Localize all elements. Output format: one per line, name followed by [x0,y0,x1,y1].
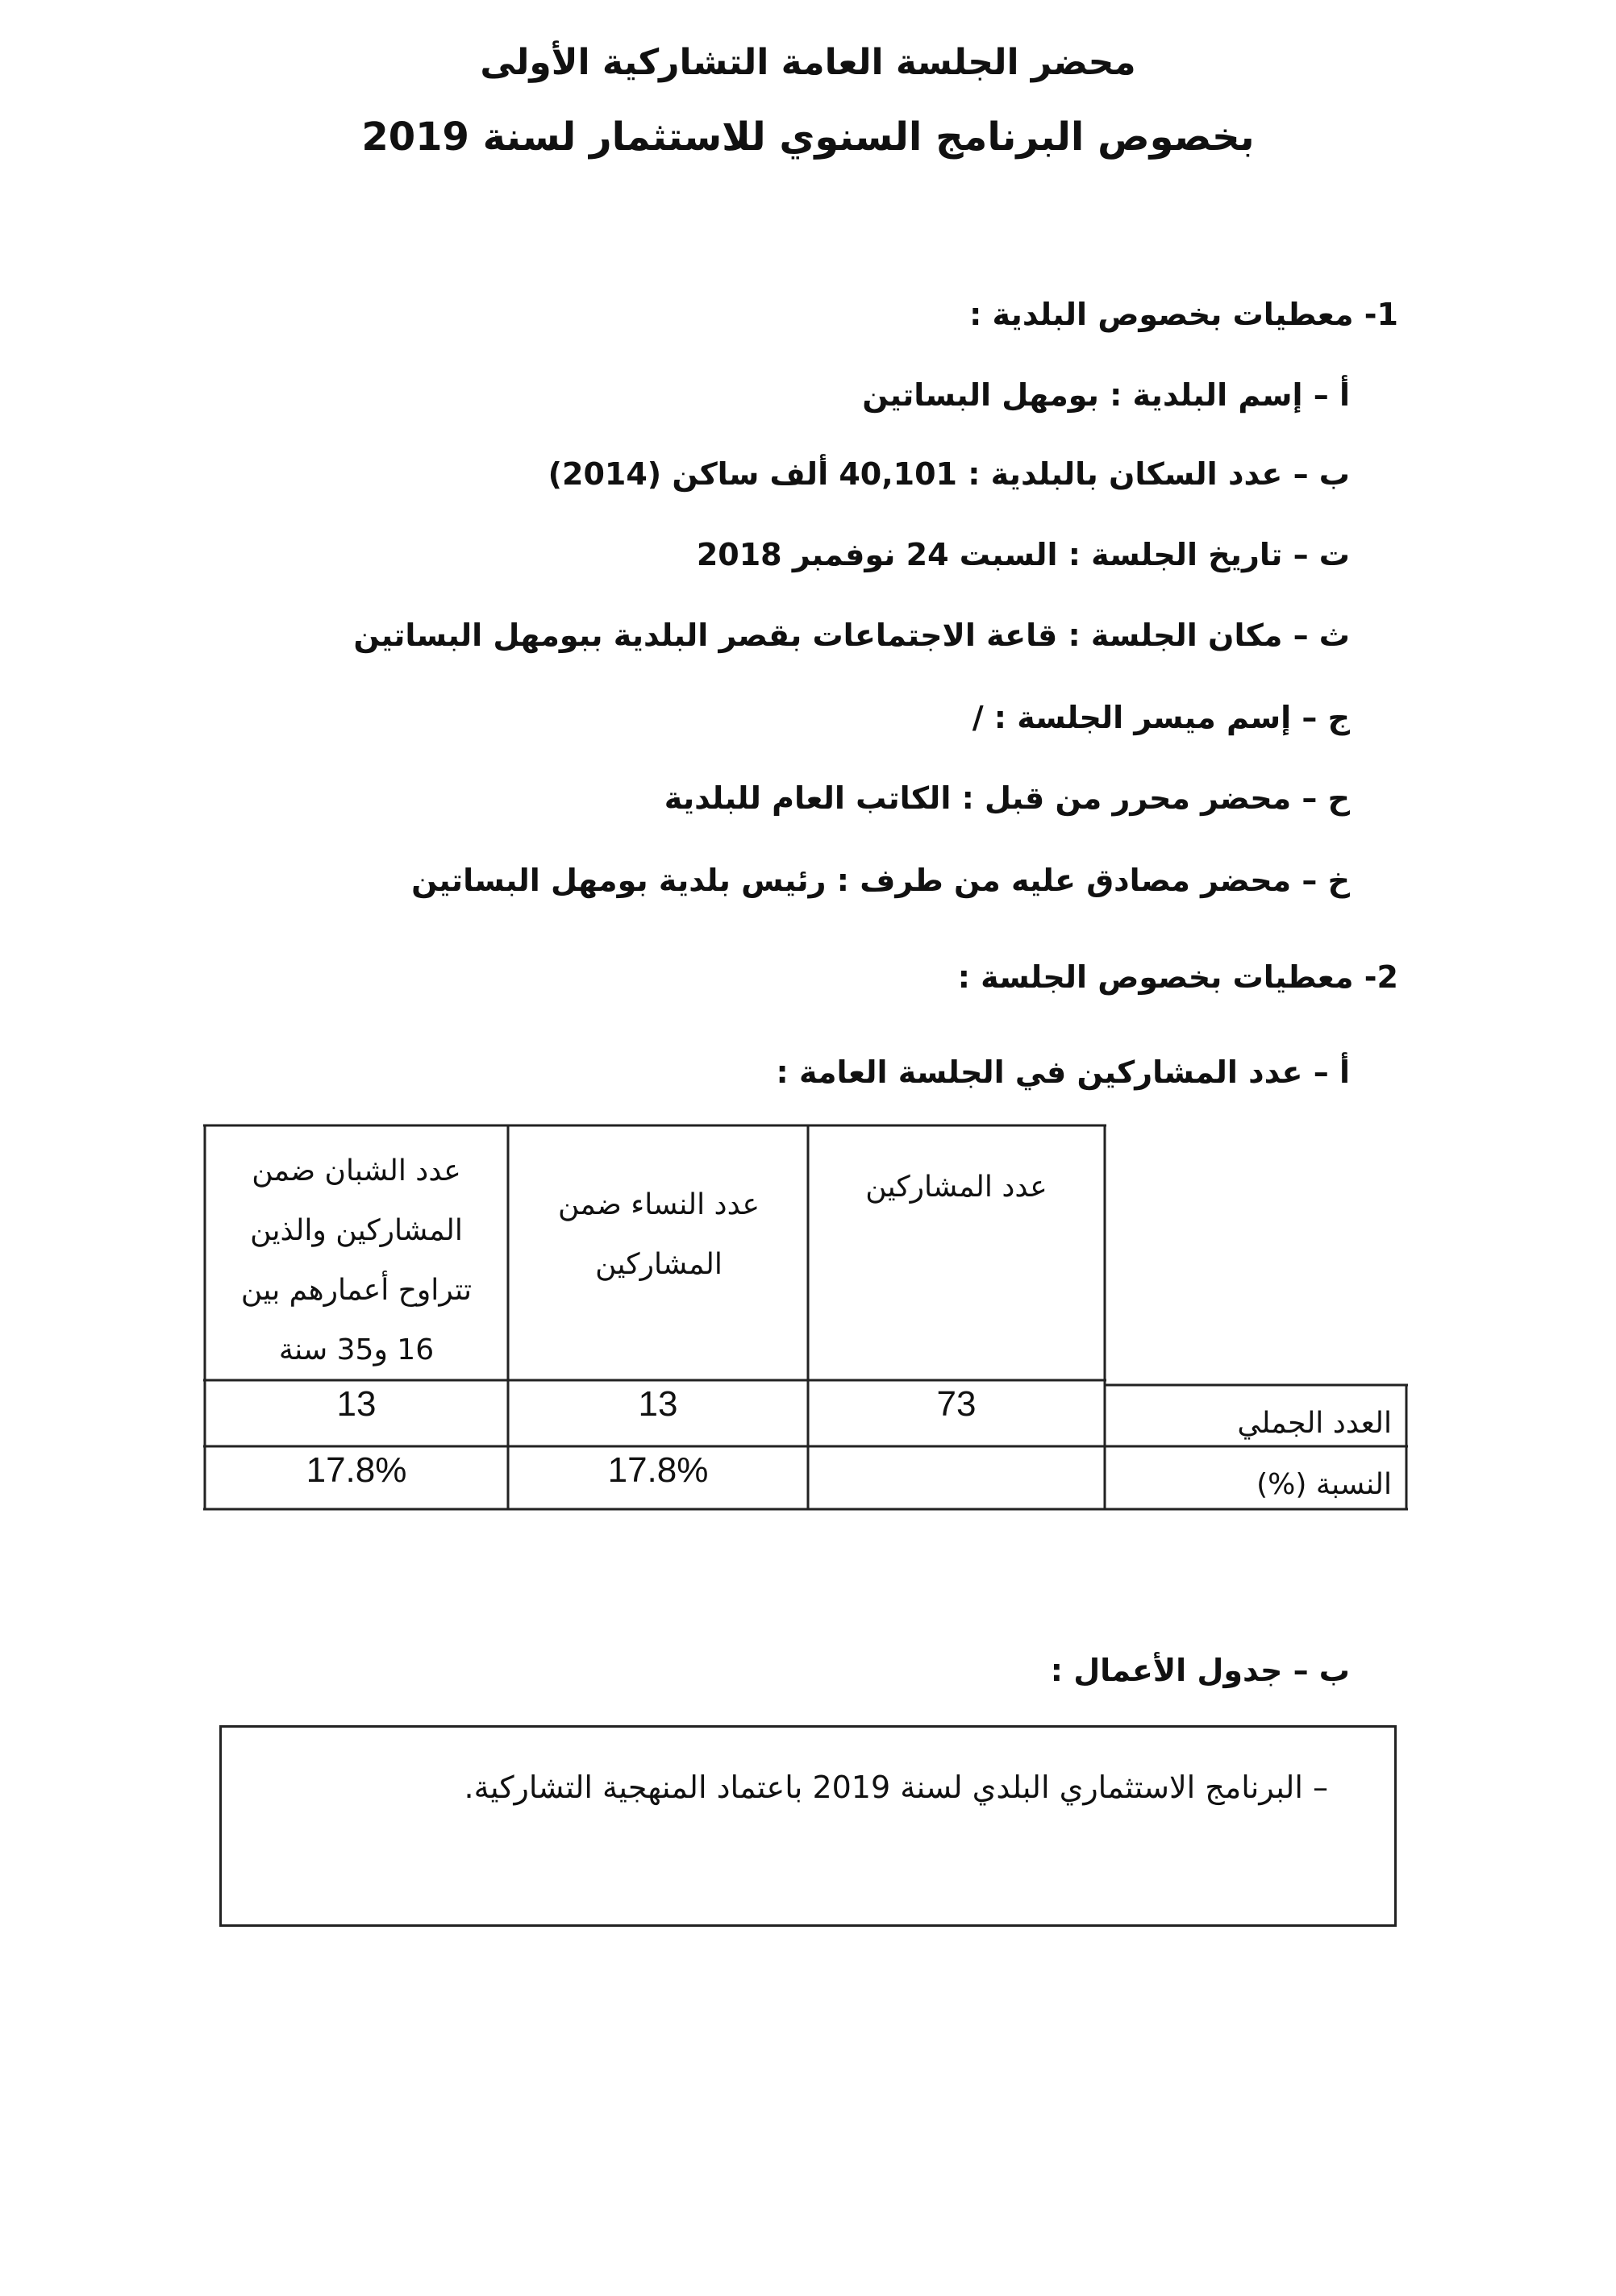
row-percent-label: النسبة (%) [1256,1468,1392,1501]
document-title-line1: محضر الجلسة العامة التشاركية الأولى [480,42,1136,83]
row-total-label: العدد الجملي [1237,1407,1392,1440]
agenda-subheading: ب – جدول الأعمال : [1050,1653,1350,1688]
participants-subheading: أ – عدد المشاركين في الجلسة العامة : [776,1054,1350,1090]
section1-heading: 1- معطيات بخصوص البلدية : [969,297,1398,332]
percent-women: 17.8% [607,1450,709,1490]
session-location: ث – مكان الجلسة : قاعة الاجتماعات بقصر البلدية ببومهل البساتين [353,618,1350,653]
header-youth: عدد الشبان ضمن المشاركين والذين تتراوح أعمارهم بين 16 و35 سنة [240,1154,473,1366]
total-participants: 73 [936,1384,977,1424]
document-title-line2: بخصوص البرنامج السنوي للاستثمار لسنة 2019 [361,114,1255,160]
minutes-writer: ح – محضر محرر من قبل : الكاتب العام للبلدية [664,780,1350,816]
percent-youth: 17.8% [306,1450,407,1490]
agenda-item: – البرنامج الاستثماري البلدي لسنة 2019 باعتماد المنهجية التشاركية. [464,1770,1328,1805]
facilitator-name: ج – إسم ميسر الجلسة : / [972,700,1350,735]
header-participants: عدد المشاركين [865,1171,1047,1204]
population: ب – عدد السكان بالبلدية : 40,101 ألف ساكن (2014) [548,456,1350,492]
section2-heading: 2- معطيات بخصوص الجلسة : [957,959,1398,995]
agenda-box [219,1725,1397,1927]
session-date: ت – تاريخ الجلسة : السبت 24 نوفمبر 2018 [696,537,1350,572]
municipality-name: أ – إسم البلدية : بومهل البساتين [862,377,1350,413]
total-women: 13 [638,1384,678,1424]
header-women: عدد النساء ضمن المشاركين [558,1188,760,1281]
total-youth: 13 [336,1384,377,1424]
percent-participants [808,1448,1105,1496]
participants-table [203,1124,1408,1511]
minutes-approver: خ – محضر مصادق عليه من طرف : رئيس بلدية بومهل البساتين [411,863,1350,898]
